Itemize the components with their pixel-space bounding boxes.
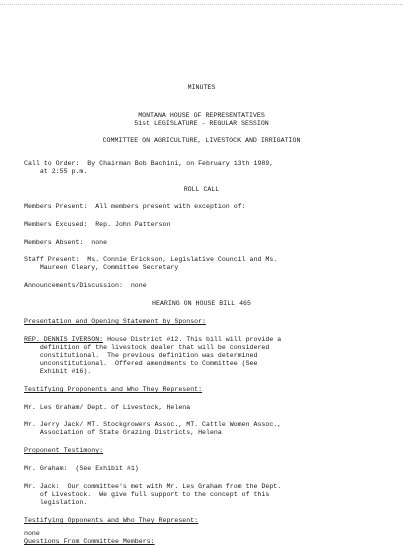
questions-heading: Questions From Committee Members: xyxy=(24,538,155,545)
committee-name: COMMITTEE ON AGRICULTURE, LIVESTOCK AND IRRIGATION xyxy=(102,137,301,144)
sponsor-text-first: House District #12. This bill will provide a xyxy=(103,336,282,343)
staff-present-line-2: Maureen Cleary, Committee Secretary xyxy=(24,264,179,271)
house-name: MONTANA HOUSE OF REPRESENTATIVES xyxy=(138,112,265,119)
proponent-jack-line-2: Association of State Grazing Districts, Helena xyxy=(24,429,222,436)
sponsor-label: REP. DENNIS IVERSON: xyxy=(24,336,104,343)
members-absent: Members Absent: none xyxy=(24,239,108,246)
call-to-order-line-2: at 2:55 p.m. xyxy=(24,168,88,175)
call-to-order-line-1: Call to Order: By Chairman Bob Bachini, on February 13th 1989, xyxy=(24,160,274,167)
sponsor-line-3: constitutional. The previous definition was determined xyxy=(24,352,258,359)
proponents-heading: Testifying Proponents and Who They Represent: xyxy=(24,386,203,393)
jack-testimony-line-3: legislation. xyxy=(24,499,88,506)
graham-testimony: Mr. Graham: (See Exhibit #1) xyxy=(24,465,139,472)
announcements: Announcements/Discussion: none xyxy=(24,282,147,289)
opponents-value: none xyxy=(24,530,40,537)
jack-testimony-line-2: of Livestock. We give full support to the concept of this xyxy=(24,491,270,498)
session-name: 51st LEGISLATURE - REGULAR SESSION xyxy=(134,120,269,127)
proponent-jack-line-1: Mr. Jerry Jack/ MT. Stockgrowers Assoc., MT. Cattle Women Assoc., xyxy=(24,421,282,428)
members-excused: Members Excused: Rep. John Patterson xyxy=(24,221,171,228)
proponent-testimony-heading: Proponent Testimony: xyxy=(24,447,104,454)
sponsor-line-2: definition of the livestock dealer that will be considered xyxy=(24,344,270,351)
document-title: MINUTES xyxy=(187,84,216,91)
sponsor-line-5: Exhibit #16). xyxy=(24,368,92,375)
jack-testimony-line-1: Mr. Jack: Our committee's met with Mr. Les Graham from the Dept. xyxy=(24,483,282,490)
staff-present-line-1: Staff Present: Ms. Connie Erickson, Legislative Council and Ms. xyxy=(24,256,278,263)
opponents-heading: Testifying Opponents and Who They Represent: xyxy=(24,517,199,524)
hearing-heading: HEARING ON HOUSE BILL 465 xyxy=(152,300,251,307)
members-present: Members Present: All members present with exception of: xyxy=(24,203,246,210)
sponsor-line-4: unconstitutional. Offered amendments to Committee (See xyxy=(24,360,258,367)
roll-call-heading: ROLL CALL xyxy=(183,186,220,193)
scan-edge-line xyxy=(0,4,403,6)
presentation-heading: Presentation and Opening Statement by Sponsor: xyxy=(24,318,207,325)
proponent-graham: Mr. Les Graham/ Dept. of Livestock, Helena xyxy=(24,404,191,411)
